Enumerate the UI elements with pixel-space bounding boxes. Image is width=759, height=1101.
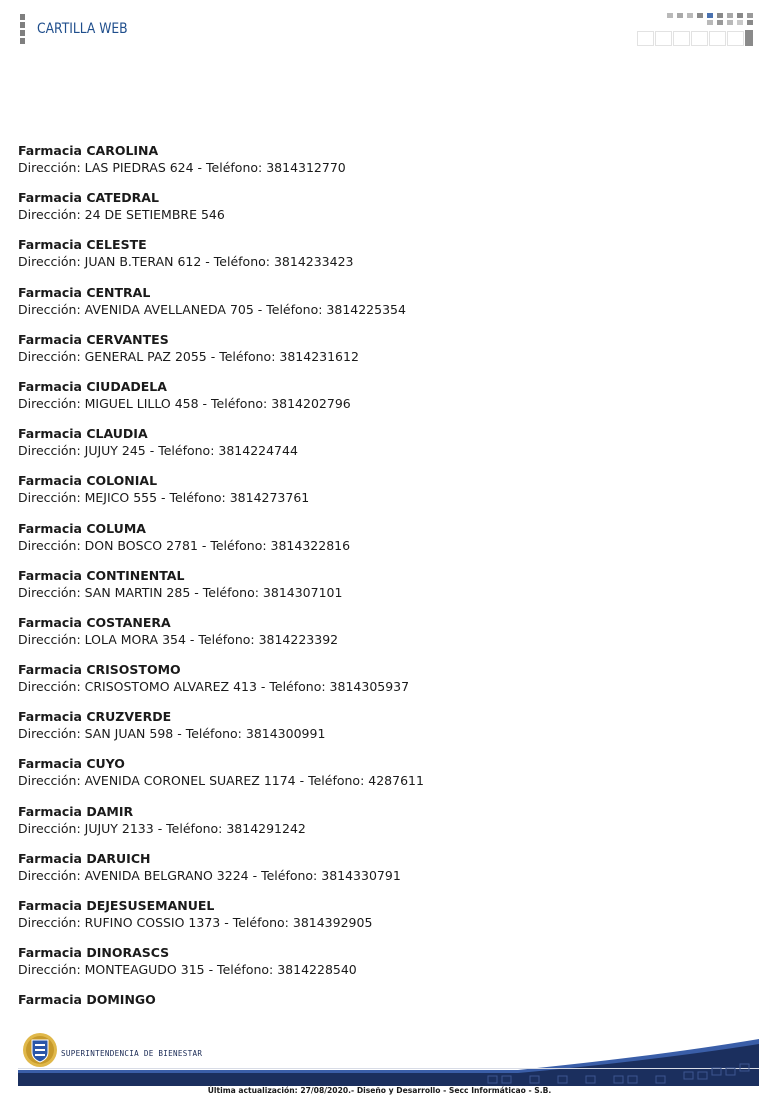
header-marker-icon: [20, 14, 25, 46]
pharmacy-name: Farmacia DEJESUSEMANUEL: [18, 898, 215, 913]
list-item: [18, 708, 738, 755]
page-title: CARTILLA WEB: [37, 21, 128, 37]
pharmacy-address: Dirección: AVENIDA BELGRANO 3224 - Teléfono: 3814330791: [18, 867, 401, 883]
footer-update-note: Última actualización: 27/08/2020.- Diseño y Desarrollo - Secc Informáticao - S.B.: [207, 1086, 552, 1095]
pharmacy-address: Dirección: MIGUEL LILLO 458 - Teléfono: 3814202796: [18, 395, 351, 411]
pharmacy-name: Farmacia CLAUDIA: [18, 426, 148, 442]
pharmacy-address: Dirección: JUJUY 2133 - Teléfono: 3814291242: [18, 820, 306, 836]
pharmacy-name: Farmacia CUYO: [18, 756, 125, 772]
pharmacy-address: Dirección: DON BOSCO 2781 - Teléfono: 3814322816: [18, 537, 351, 553]
pharmacy-address: Dirección: LAS PIEDRAS 624 - Teléfono: 3814312770: [18, 160, 346, 175]
pharmacy-address: Dirección: CRISOSTOMO ALVAREZ 413 - Teléfono: 3814305937: [18, 679, 410, 695]
list-item: [18, 236, 738, 283]
list-item: [18, 803, 738, 850]
pharmacy-name: Farmacia COSTANERA: [18, 614, 171, 630]
pharmacy-name: Farmacia CRUZVERDE: [18, 709, 172, 725]
page-footer: [18, 1028, 759, 1088]
pharmacy-name: Farmacia CONTINENTAL: [18, 567, 185, 583]
pharmacy-name: Farmacia CRISOSTOMO: [18, 662, 181, 678]
list-item: [18, 661, 738, 708]
pharmacy-address: Dirección: SAN JUAN 598 - Teléfono: 3814300991: [18, 726, 326, 742]
pharmacy-address: Dirección: AVENIDA CORONEL SUAREZ 1174 - Teléfono: 4287611: [18, 773, 424, 789]
footer-banner-graphic: [18, 1028, 759, 1088]
list-item: [18, 567, 738, 614]
list-item: [18, 378, 738, 425]
header-decoration-icon: [637, 12, 759, 48]
pharmacy-name: Farmacia DOMINGO: [18, 992, 156, 1008]
list-item: [18, 331, 738, 378]
list-item: [18, 614, 738, 661]
pharmacy-address: Dirección: SAN MARTIN 285 - Teléfono: 3814307101: [18, 584, 343, 600]
organization-name: SUPERINTENDENCIA DE BIENESTAR: [61, 1049, 203, 1058]
list-item: [18, 142, 738, 189]
list-item: [18, 425, 738, 472]
pharmacy-address: Dirección: LOLA MORA 354 - Teléfono: 3814223392: [18, 631, 339, 647]
list-item: [18, 755, 738, 802]
pharmacy-name: Farmacia COLONIAL: [18, 473, 158, 489]
pharmacy-address: Dirección: RUFINO COSSIO 1373 - Teléfono: 3814392905: [18, 915, 373, 930]
pharmacy-address: Dirección: 24 DE SETIEMBRE 546: [18, 207, 225, 223]
pharmacy-name: Farmacia DINORASCS: [18, 945, 170, 961]
pharmacy-name: Farmacia CERVANTES: [18, 331, 169, 347]
list-item: [18, 850, 738, 897]
list-item: [18, 284, 738, 331]
pharmacy-name: Farmacia DARUICH: [18, 850, 151, 866]
pharmacy-address: Dirección: JUJUY 245 - Teléfono: 3814224744: [18, 443, 298, 459]
pharmacy-address: Dirección: GENERAL PAZ 2055 - Teléfono: 3814231612: [18, 348, 359, 364]
pharmacy-list: [18, 142, 738, 1039]
list-item: [18, 520, 738, 567]
pharmacy-name: Farmacia DAMIR: [18, 803, 134, 819]
pharmacy-name: Farmacia CELESTE: [18, 237, 147, 253]
pharmacy-name: Farmacia CAROLINA: [18, 143, 159, 158]
pharmacy-name: Farmacia CATEDRAL: [18, 190, 159, 206]
pharmacy-address: Dirección: AVENIDA AVELLANEDA 705 - Teléfono: 3814225354: [18, 301, 406, 317]
pharmacy-address: Dirección: MONTEAGUDO 315 - Teléfono: 3814228540: [18, 962, 357, 978]
list-item: [18, 472, 738, 519]
pharmacy-address: Dirección: JUAN B.TERAN 612 - Teléfono: 3814233423: [18, 254, 354, 270]
pharmacy-name: Farmacia COLUMA: [18, 520, 146, 536]
list-item: [18, 897, 738, 944]
pharmacy-address: Dirección: MEJICO 555 - Teléfono: 3814273761: [18, 490, 310, 506]
list-item: [18, 944, 738, 991]
pharmacy-name: Farmacia CIUDADELA: [18, 378, 167, 394]
shield-seal-icon: [22, 1032, 58, 1068]
pharmacy-name: Farmacia CENTRAL: [18, 284, 151, 300]
list-item: [18, 189, 738, 236]
page-header: [0, 0, 759, 60]
